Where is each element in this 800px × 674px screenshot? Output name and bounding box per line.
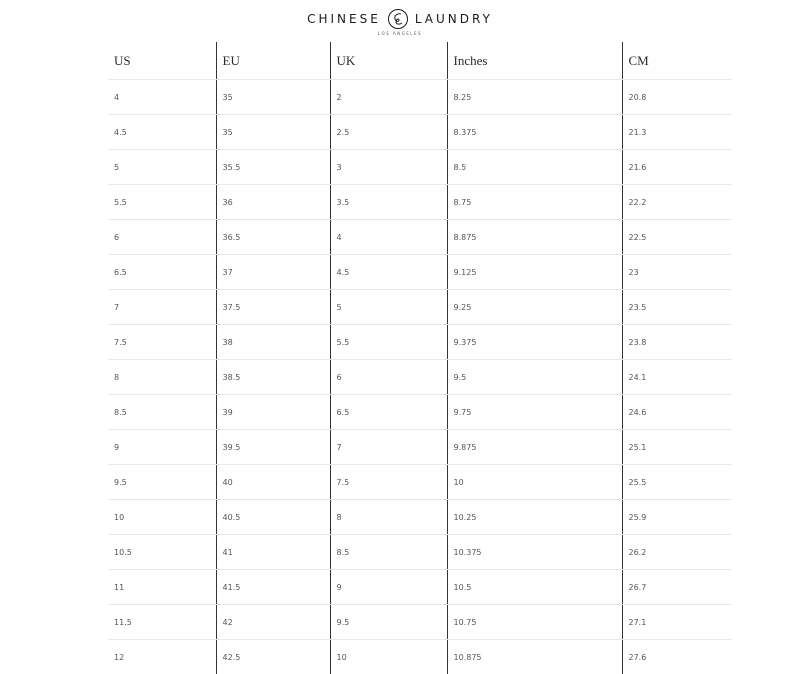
cell-us: 6	[108, 220, 216, 255]
cell-inches: 9.75	[447, 395, 622, 430]
cell-uk: 4.5	[330, 255, 447, 290]
cell-us: 11.5	[108, 605, 216, 640]
table-row	[108, 325, 732, 360]
cell-cm: 22.2	[622, 185, 732, 220]
cell-inches: 10.375	[447, 535, 622, 570]
cell-cm: 24.1	[622, 360, 732, 395]
cell-eu: 35	[216, 80, 330, 115]
cell-us: 4	[108, 80, 216, 115]
size-chart-table	[108, 42, 732, 674]
cell-eu: 41	[216, 535, 330, 570]
cell-cm: 24.6	[622, 395, 732, 430]
brand-name-left: CHINESE	[307, 12, 381, 26]
cell-cm: 21.6	[622, 150, 732, 185]
table-row	[108, 80, 732, 115]
table-row	[108, 640, 732, 674]
cell-us: 10.5	[108, 535, 216, 570]
table-row	[108, 185, 732, 220]
cell-us: 9	[108, 430, 216, 465]
table-row	[108, 535, 732, 570]
cell-inches: 9.25	[447, 290, 622, 325]
cell-cm: 23.5	[622, 290, 732, 325]
cell-uk: 2	[330, 80, 447, 115]
cell-inches: 10	[447, 465, 622, 500]
cell-eu: 39.5	[216, 430, 330, 465]
cell-inches: 10.5	[447, 570, 622, 605]
cell-us: 10	[108, 500, 216, 535]
cell-us: 4.5	[108, 115, 216, 150]
brand-tagline: LOS ANGELES	[0, 31, 800, 36]
size-rows	[108, 80, 732, 674]
cell-us: 5	[108, 150, 216, 185]
cell-inches: 9.125	[447, 255, 622, 290]
cell-inches: 8.75	[447, 185, 622, 220]
cell-uk: 4	[330, 220, 447, 255]
cell-inches: 8.25	[447, 80, 622, 115]
cell-eu: 38.5	[216, 360, 330, 395]
cell-cm: 23	[622, 255, 732, 290]
table-row	[108, 360, 732, 395]
cell-us: 8	[108, 360, 216, 395]
cell-cm: 26.7	[622, 570, 732, 605]
cell-uk: 7.5	[330, 465, 447, 500]
brand-header	[0, 8, 800, 36]
cell-eu: 42.5	[216, 640, 330, 674]
table-row	[108, 465, 732, 500]
cell-cm: 27.1	[622, 605, 732, 640]
cell-cm: 22.5	[622, 220, 732, 255]
cell-uk: 6	[330, 360, 447, 395]
size-chart	[108, 42, 732, 674]
table-row	[108, 605, 732, 640]
cell-eu: 39	[216, 395, 330, 430]
header-uk: UK	[330, 42, 447, 80]
cell-inches: 10.25	[447, 500, 622, 535]
cell-us: 7.5	[108, 325, 216, 360]
cell-inches: 9.875	[447, 430, 622, 465]
cell-eu: 41.5	[216, 570, 330, 605]
table-row	[108, 255, 732, 290]
cell-eu: 40.5	[216, 500, 330, 535]
cell-uk: 9.5	[330, 605, 447, 640]
cl-monogram-icon	[387, 8, 409, 30]
header-us: US	[108, 42, 216, 80]
cell-us: 5.5	[108, 185, 216, 220]
header-row	[108, 42, 732, 80]
cell-eu: 35.5	[216, 150, 330, 185]
header-eu: EU	[216, 42, 330, 80]
cell-eu: 38	[216, 325, 330, 360]
cell-uk: 7	[330, 430, 447, 465]
cell-eu: 37.5	[216, 290, 330, 325]
cell-uk: 5	[330, 290, 447, 325]
cell-inches: 9.5	[447, 360, 622, 395]
table-row	[108, 395, 732, 430]
table-row	[108, 220, 732, 255]
cell-uk: 3	[330, 150, 447, 185]
cell-eu: 37	[216, 255, 330, 290]
cell-inches: 8.875	[447, 220, 622, 255]
cell-cm: 26.2	[622, 535, 732, 570]
table-row	[108, 115, 732, 150]
cell-inches: 9.375	[447, 325, 622, 360]
cell-inches: 10.75	[447, 605, 622, 640]
brand-name-right: LAUNDRY	[415, 12, 493, 26]
cell-us: 12	[108, 640, 216, 674]
cell-uk: 10	[330, 640, 447, 674]
cell-eu: 40	[216, 465, 330, 500]
table-row	[108, 570, 732, 605]
cell-uk: 5.5	[330, 325, 447, 360]
table-row	[108, 150, 732, 185]
cell-inches: 8.5	[447, 150, 622, 185]
cell-eu: 36	[216, 185, 330, 220]
cell-uk: 8	[330, 500, 447, 535]
cell-cm: 20.8	[622, 80, 732, 115]
header-inches: Inches	[447, 42, 622, 80]
cell-eu: 36.5	[216, 220, 330, 255]
cell-us: 8.5	[108, 395, 216, 430]
cell-uk: 3.5	[330, 185, 447, 220]
cell-cm: 25.9	[622, 500, 732, 535]
cell-cm: 27.6	[622, 640, 732, 674]
cell-uk: 9	[330, 570, 447, 605]
cell-eu: 42	[216, 605, 330, 640]
cell-cm: 25.5	[622, 465, 732, 500]
cell-cm: 23.8	[622, 325, 732, 360]
cell-us: 6.5	[108, 255, 216, 290]
cell-us: 9.5	[108, 465, 216, 500]
cell-us: 7	[108, 290, 216, 325]
cell-cm: 21.3	[622, 115, 732, 150]
cell-us: 11	[108, 570, 216, 605]
cell-uk: 2.5	[330, 115, 447, 150]
table-row	[108, 500, 732, 535]
brand-wordmark	[307, 8, 493, 30]
cell-inches: 8.375	[447, 115, 622, 150]
cell-uk: 8.5	[330, 535, 447, 570]
cell-cm: 25.1	[622, 430, 732, 465]
cell-uk: 6.5	[330, 395, 447, 430]
table-row	[108, 430, 732, 465]
header-cm: CM	[622, 42, 732, 80]
table-row	[108, 290, 732, 325]
cell-inches: 10.875	[447, 640, 622, 674]
cell-eu: 35	[216, 115, 330, 150]
